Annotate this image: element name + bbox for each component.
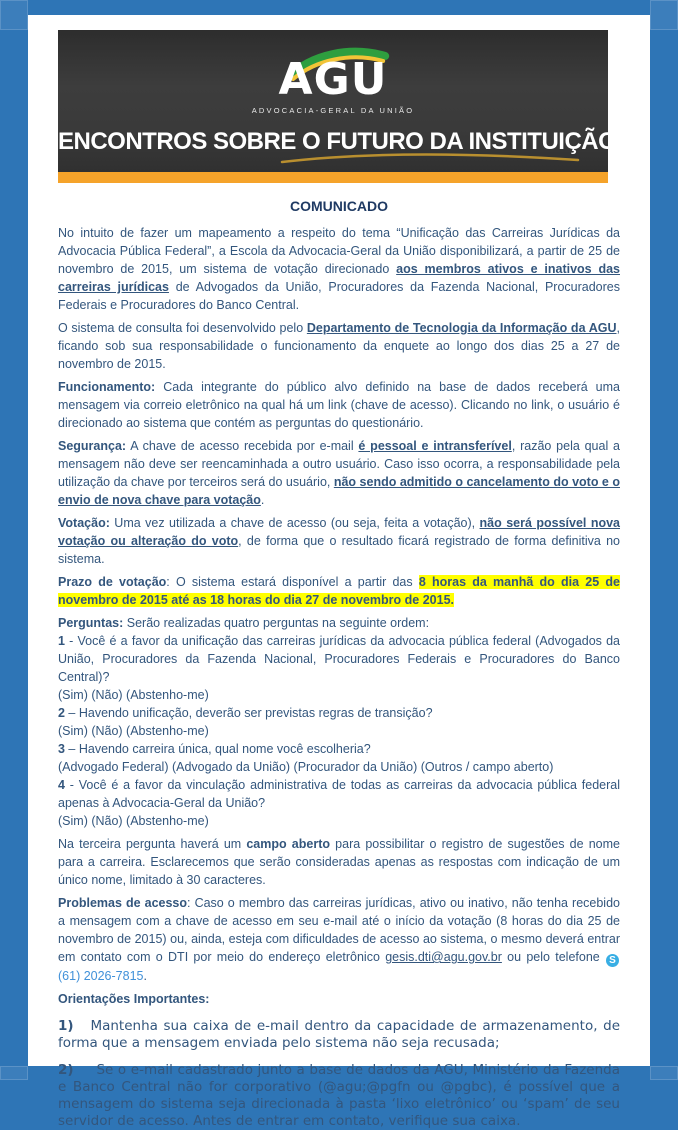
paragraph-votacao: Votação: Uma vez utilizada a chave de acesso (ou seja, feita a votação), não será possível nova votação ou alteração do voto, de forma que o resultado ficará registrado de forma definitiva no sistema. xyxy=(58,516,620,566)
question-line: (Sim) (Não) (Abstenho-me) xyxy=(58,814,209,828)
question-line: 4 - Você é a favor da vinculação administrativa de todas as carreiras da advocacia pública federal apenas à Advocacia-Geral da União? xyxy=(58,778,620,810)
question-line: Perguntas: Serão realizadas quatro perguntas na seguinte ordem: xyxy=(58,616,430,630)
orientacoes-title: Orientações Importantes: xyxy=(58,992,210,1006)
frame-corner-bottom-right xyxy=(650,1066,678,1080)
question-line: 2 – Havendo unificação, deverão ser previstas regras de transição? xyxy=(58,706,433,720)
banner-title: ENCONTROS SOBRE O FUTURO DA INSTITUIÇÃO xyxy=(58,128,617,155)
content-paper xyxy=(28,15,650,1129)
paragraph-problemas-acesso: Problemas de acesso: Caso o membro das carreiras jurídicas, ativo ou inativo, não tenha recebido a mensagem com a chave de acesso em seu e-mail até o início da votação (8 horas do dia 25 de novembro de 2015) ou, ainda, esteja com dificuldades de acesso ao sistema, o mesmo deverá entrar em contato com o DTI por meio do endereço eletrônico gesis.dti@agu.gov.br ou pelo telefone S (61) 2026-7815. xyxy=(58,896,620,983)
question-line: 1 - Você é a favor da unificação das carreiras jurídicas da advocacia pública federal (Advogados da União, Procuradores da Fazenda Nacional, Procuradores Federais e Procuradores do Banco Central)? xyxy=(58,634,620,684)
phone-number[interactable]: (61) 2026-7815 xyxy=(58,969,144,983)
paragraph-intro: No intuito de fazer um mapeamento a respeito do tema “Unificação das Carreiras Jurídicas da Advocacia Pública Federal”, a Escola da Advocacia-Geral da União disponibilizará, a partir de 25 de novembro de 2015, um sistema de votação direcionado aos membros ativos e inativos das carreiras jurídicas de Advogados da União, Procuradores da Fazenda Nacional, Procuradores Federais e Procuradores do Banco Central. xyxy=(58,226,620,312)
title-underline-swoosh-icon xyxy=(280,152,580,166)
orange-accent-bar xyxy=(58,172,608,183)
paragraph-campo-aberto: Na terceira pergunta haverá um campo aberto para possibilitar o registro de sugestões de nome para a carreira. Esclarecemos que serão consideradas apenas as respostas com indicação de um único nome, limitado à 30 caracteres. xyxy=(58,837,620,887)
agu-logo xyxy=(58,44,608,115)
question-line: (Advogado Federal) (Advogado da União) (Procurador da União) (Outros / campo aberto) xyxy=(58,760,554,774)
logo-text: AGU xyxy=(278,54,388,105)
perguntas-block xyxy=(58,614,620,830)
question-line: 3 – Havendo carreira única, qual nome você escolheria? xyxy=(58,742,371,756)
frame-corner-top-right xyxy=(650,0,678,30)
skype-icon[interactable]: S xyxy=(606,954,619,967)
logo-subtitle: ADVOCACIA-GERAL DA UNIÃO xyxy=(251,106,415,115)
header-dark-box xyxy=(58,30,617,172)
paragraph-funcionamento: Funcionamento: Cada integrante do público alvo definido na base de dados receberá uma mensagem via correio eletrônico na qual há um link (chave de acesso). Clicando no link, o usuário é direcionado ao sistema que contém as perguntas do questionário. xyxy=(58,380,620,430)
paragraph-seguranca: Segurança: A chave de acesso recebida por e-mail é pessoal e intransferível, razão pela qual a mensagem não deve ser reencaminhada a outro usuário. Caso isso ocorra, a responsabilidade pela utilização da chave por terceiros será do usuário, não sendo admitido o cancelamento do voto e o envio de nova chave para votação. xyxy=(58,439,620,507)
document-body xyxy=(58,183,620,1130)
paragraph-item-1: 1) Mantenha sua caixa de e-mail dentro da capacidade de armazenamento, de forma que a mensagem enviada pelo sistema não seja recusada; xyxy=(58,1018,620,1051)
orientacoes-items xyxy=(58,1018,620,1130)
header-banner xyxy=(58,30,617,183)
frame-corner-top-left xyxy=(0,0,28,30)
paragraph-prazo: Prazo de votação: O sistema estará disponível a partir das 8 horas da manhã do dia 25 de novembro de 2015 até as 18 horas do dia 27 de novembro de 2015. xyxy=(58,575,620,607)
email-link[interactable]: gesis.dti@agu.gov.br xyxy=(385,950,502,964)
comunicado-title: COMUNICADO xyxy=(290,198,388,214)
question-line: (Sim) (Não) (Abstenho-me) xyxy=(58,688,209,702)
question-line: (Sim) (Não) (Abstenho-me) xyxy=(58,724,209,738)
frame-corner-bottom-left xyxy=(0,1066,28,1080)
paragraph-item-2: 2) Se o e-mail cadastrado junto a base de dados da AGU, Ministério da Fazenda e Banco Central não for corporativo (@agu;@pgfn ou @pgbc), é possível que a mensagem do sistema seja direcionada à pasta ‘lixo eletrônico’ ou ‘spam’ de seu servidor de acesso. Antes de entrar em contato, verifique sua caixa. xyxy=(58,1062,620,1129)
paragraph-sistema: O sistema de consulta foi desenvolvido pelo Departamento de Tecnologia da Informação da AGU, ficando sob sua responsabilidade o funcionamento da enquete ao longo dos dias 25 a 27 de novembro de 2015. xyxy=(58,321,620,371)
